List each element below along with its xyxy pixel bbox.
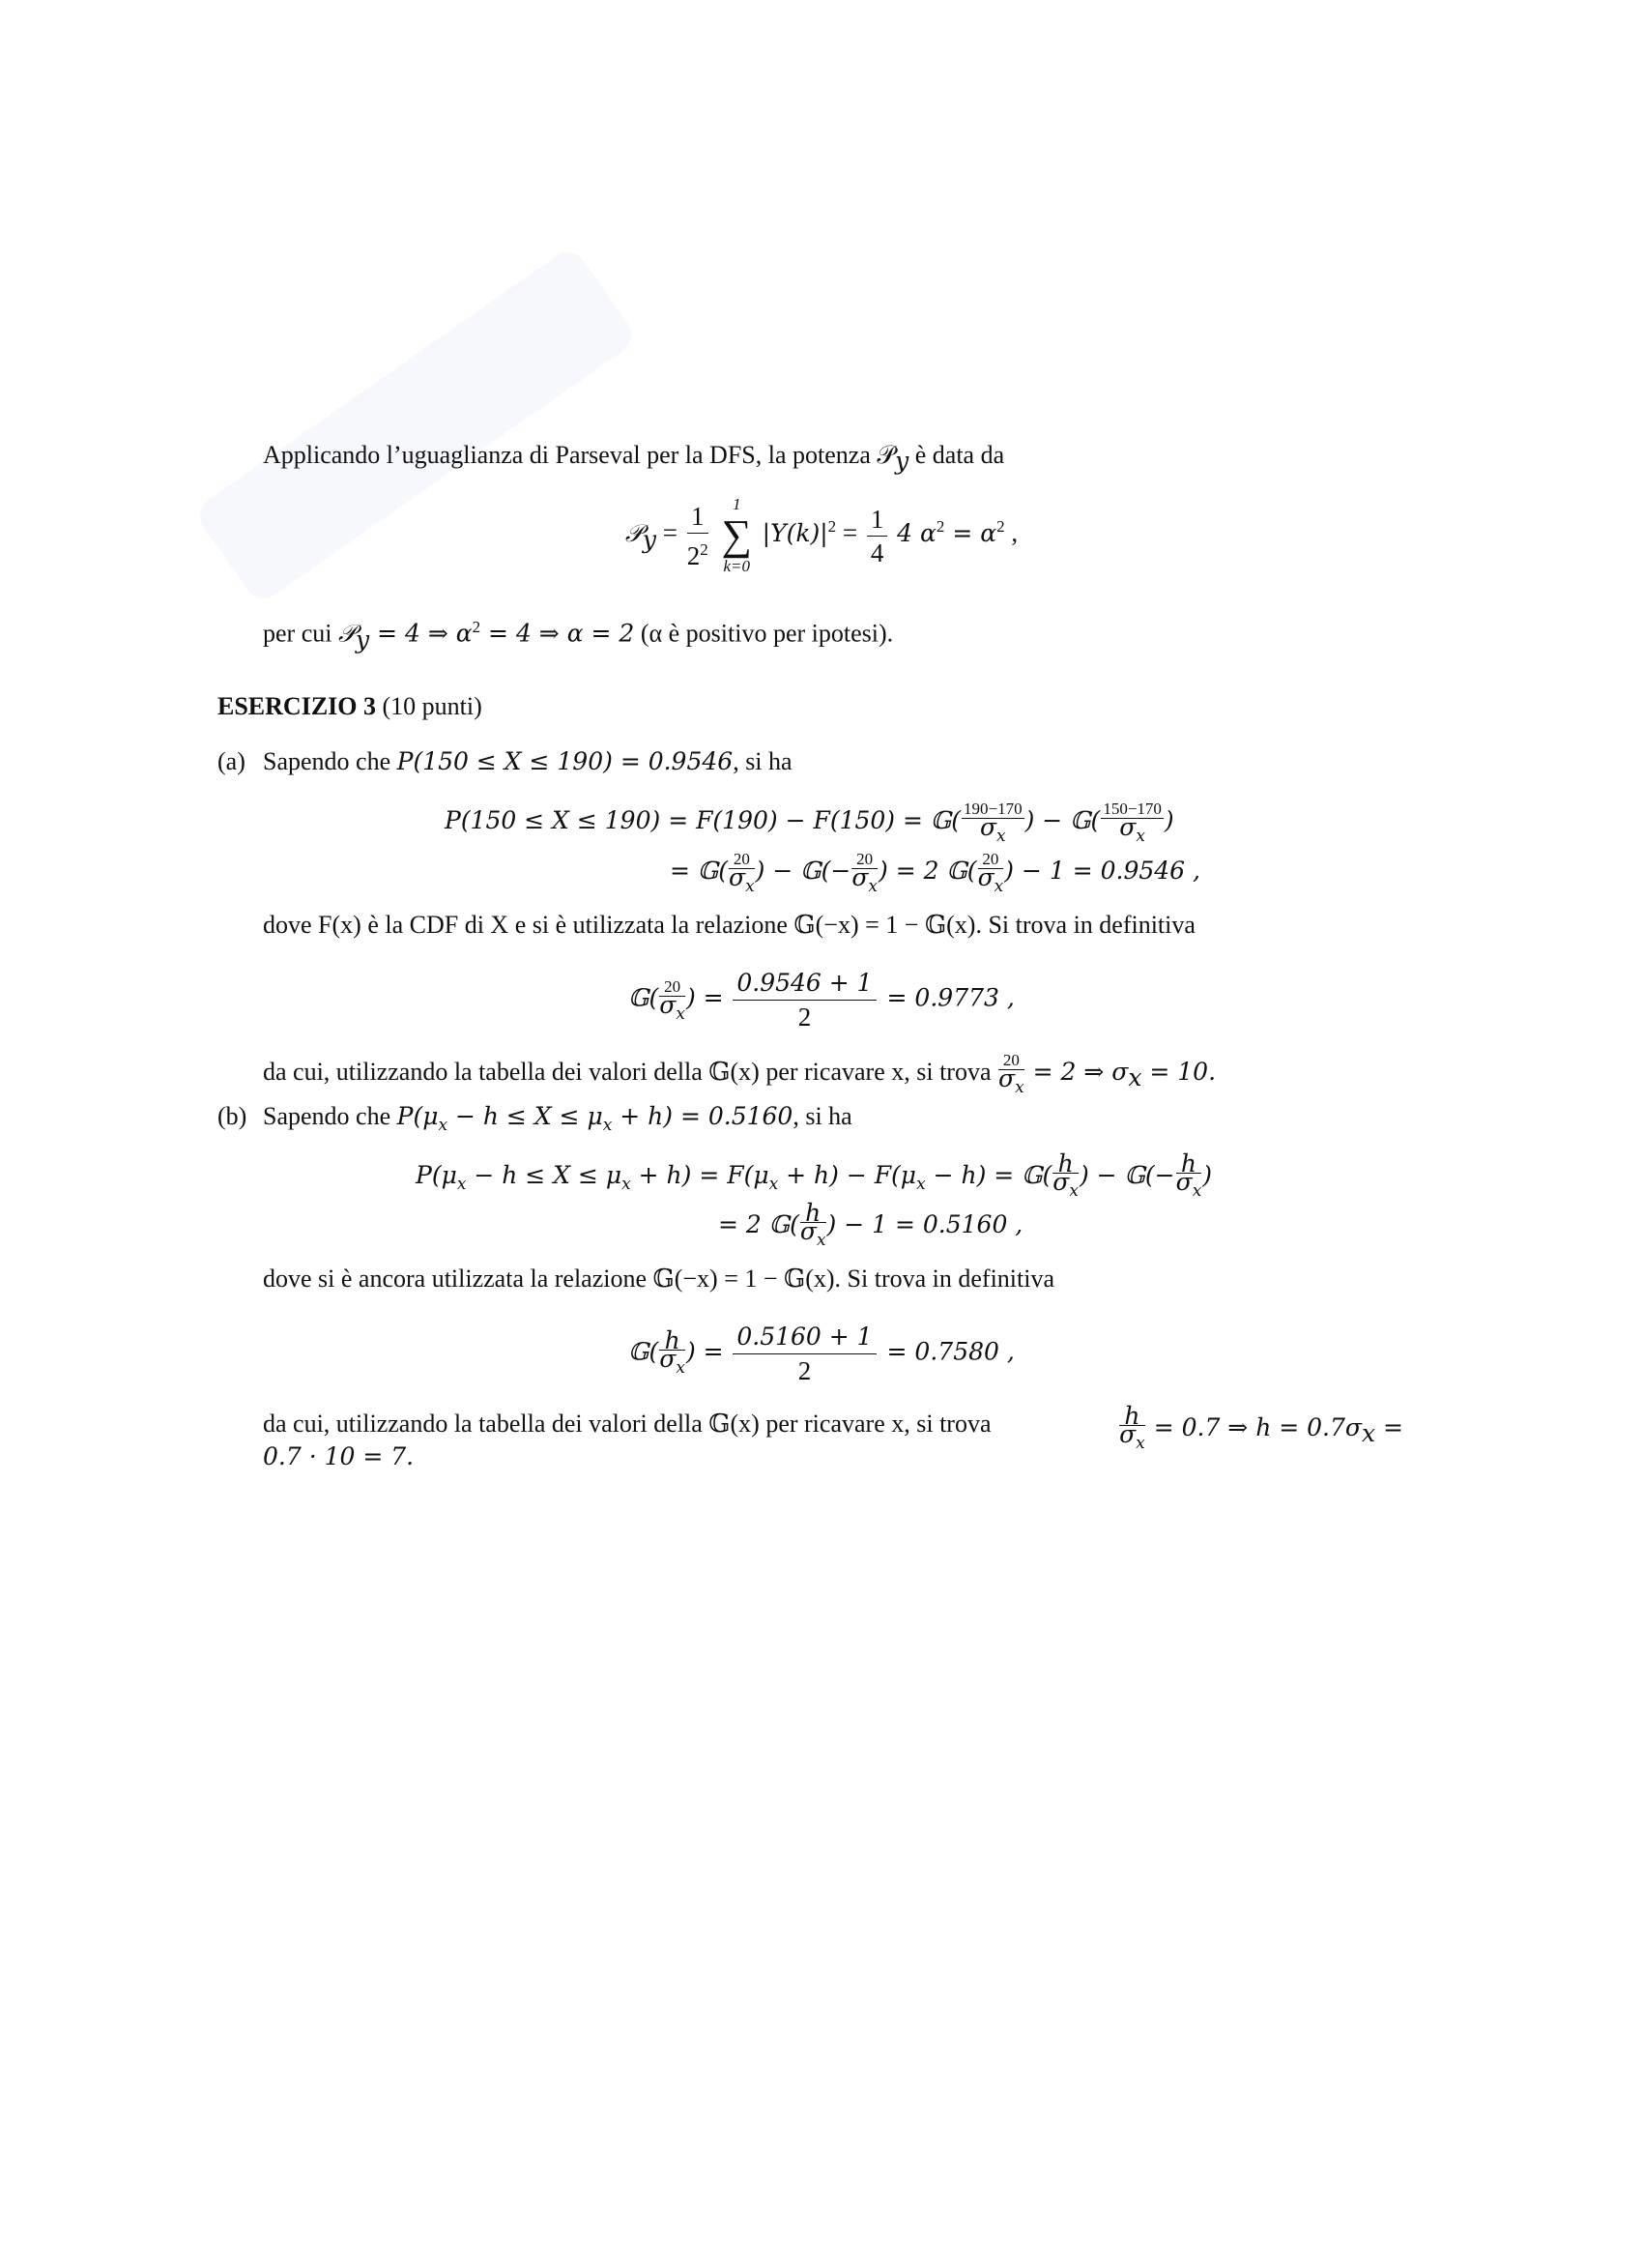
- part-a-explanation: dove F(x) è la CDF di X e si è utilizzata la relazione 𝔾(−x) = 1 − 𝔾(x). Si trova in definitiva: [263, 911, 1196, 939]
- alpha-conclusion: per cui 𝒫$_y$ = 4 ⇒ $\alpha^2 = 4$ ⇒ α = 2 (α è positivo per ipotesi).: [263, 618, 894, 654]
- parseval-equation: 𝒫$_y$ = $\frac{1}{2^2}$ 1 ∑ k=0 $|Y(k)|^2$ = $\frac{1}{4}$ 4 $\alpha^2 = \alpha^2$ ,: [624, 495, 1019, 575]
- part-a-intro: Sapendo che P(150 ≤ X ≤ 190) = 0.9546, si ha: [263, 747, 793, 775]
- part-b-g-result: 𝔾( $\frac{h}{\sigma_x}$ ) = $\frac{0.5160 + 1}{2}$ = 0.7580 ,: [628, 1323, 1015, 1385]
- exercise-title: ESERCIZIO 3 (10 punti): [217, 692, 482, 720]
- part-a-result: da cui, utilizzando la tabella dei valori della 𝔾(x) per ricavare x, si trova $\frac{20}{\sigma_x}$ = 2 ⇒ $\sigma_x = 10$.: [263, 1051, 1217, 1097]
- part-a-label: (a): [217, 747, 245, 775]
- part-a-g-result: 𝔾( $\frac{20}{\sigma_x}$ ) = $\frac{0.9546 + 1}{2}$ = 0.9773 ,: [628, 969, 1015, 1032]
- part-b-intro: Sapendo che $P(\mu_x - h \le X \le \mu_x + h) = 0.5160$, si ha: [263, 1102, 852, 1135]
- part-a-equation-line2: = 𝔾( $\frac{20}{\sigma_x}$ ) − 𝔾(− $\frac{20}{\sigma_x}$ ) = 2 𝔾( $\frac{20}{\sigma_x}$ ) − 1 = 0.9546 ,: [670, 850, 1200, 896]
- part-b-result: da cui, utilizzando la tabella dei valori della 𝔾(x) per ricavare x, si trova $\frac{h}{\sigma_x}$ = 0.7 ⇒ $h = 0.7\sigma_x$ =: [263, 1402, 1403, 1453]
- part-b-label: (b): [217, 1102, 247, 1130]
- part-b-result-line2: 0.7 · 10 = 7.: [263, 1442, 415, 1470]
- part-a-equation-line1: P(150 ≤ X ≤ 190) = F(190) − F(150) = 𝔾( $\frac{190-170}{\sigma_x}$ ) − 𝔾( $\frac{150-170}{\sigma_x}$ ): [445, 800, 1174, 846]
- part-b-equation-line2: = 2 𝔾( $\frac{h}{\sigma_x}$ ) − 1 = 0.5160 ,: [718, 1199, 1023, 1250]
- part-b-explanation: dove si è ancora utilizzata la relazione 𝔾(−x) = 1 − 𝔾(x). Si trova in definitiva: [263, 1265, 1054, 1293]
- part-b-equation-line1: $P(\mu_x - h \le X \le \mu_x + h) = F(\mu_x + h) - F(\mu_x - h)$ = 𝔾( $\frac{h}{\sigma_x}$ ) − 𝔾(− $\frac{h}{\sigma_x}$ ): [416, 1149, 1213, 1201]
- parseval-intro: Applicando l’uguaglianza di Parseval per la DFS, la potenza 𝒫$_y$ è data da: [263, 441, 1005, 476]
